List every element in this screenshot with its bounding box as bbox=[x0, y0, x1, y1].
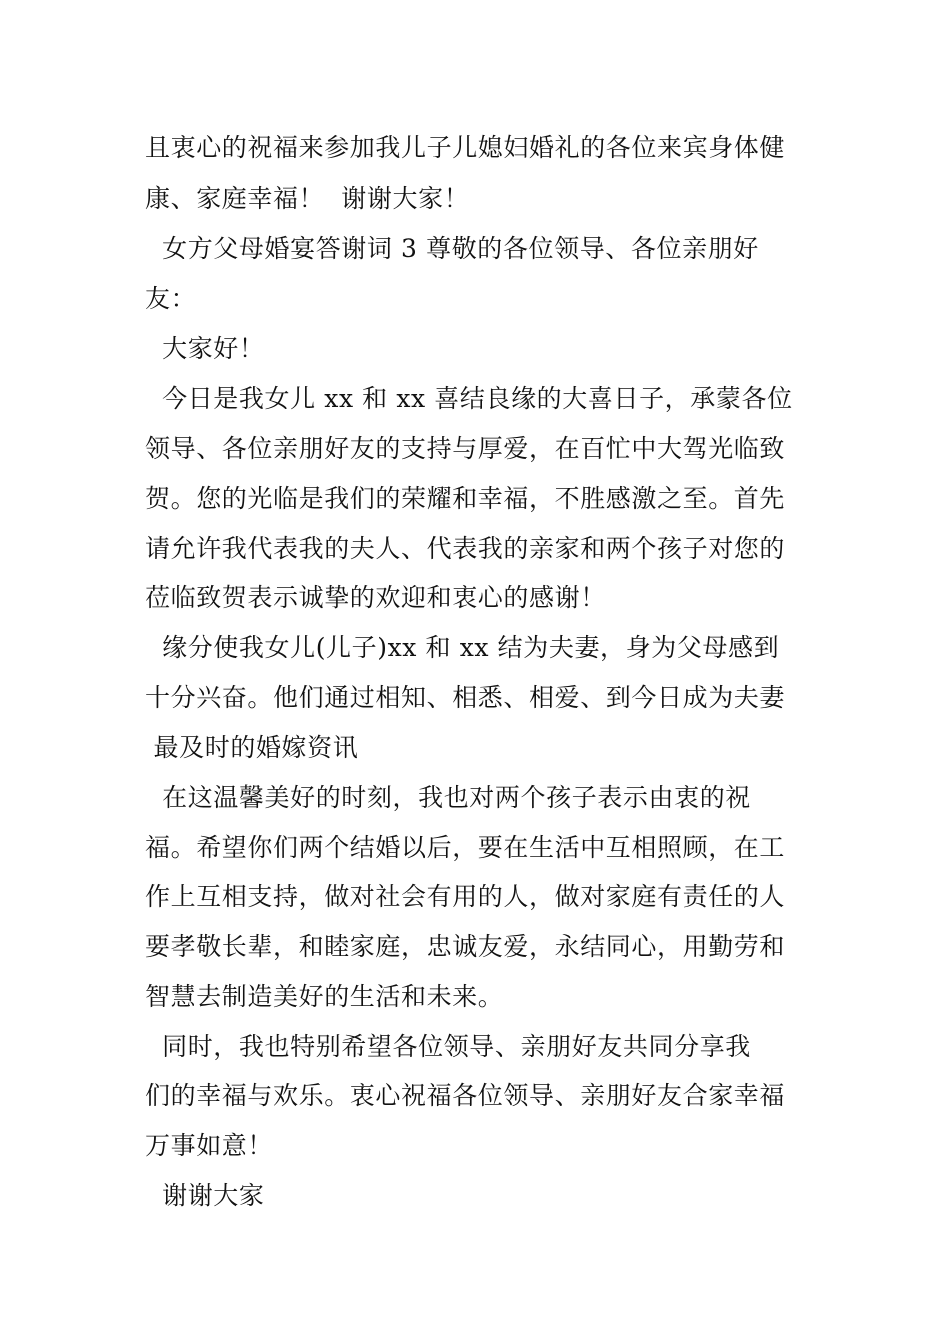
text-line: 缘分使我女儿(儿子)xx 和 xx 结为夫妻，身为父母感到 bbox=[145, 633, 780, 662]
text-line: 智慧去制造美好的生活和未来。 bbox=[145, 982, 504, 1011]
text-line: 且衷心的祝福来参加我儿子儿媳妇婚礼的各位来宾身体健 bbox=[145, 133, 786, 162]
text-line: 康、家庭幸福！ 谢谢大家！ bbox=[145, 184, 470, 213]
text-line: 十分兴奋。他们通过相知、相悉、相爱、到今日成为夫妻 bbox=[145, 683, 786, 712]
text-line: 在这温馨美好的时刻，我也对两个孩子表示由衷的祝 bbox=[145, 783, 751, 812]
text-line: 今日是我女儿 xx 和 xx 喜结良缘的大喜日子，承蒙各位 bbox=[145, 384, 793, 413]
text-line: 同时，我也特别希望各位领导、亲朋好友共同分享我 bbox=[145, 1032, 751, 1061]
text-line: 贺。您的光临是我们的荣耀和幸福，不胜感激之至。首先 bbox=[145, 484, 786, 513]
text-line: 领导、各位亲朋好友的支持与厚爱，在百忙中大驾光临致 bbox=[145, 434, 786, 463]
text-line: 友： bbox=[145, 284, 197, 313]
text-line: 万事如意！ bbox=[145, 1131, 274, 1160]
text-line: 要孝敬长辈，和睦家庭，忠诚友爱，永结同心，用勤劳和 bbox=[145, 932, 786, 961]
text-line: 大家好！ bbox=[145, 334, 265, 363]
text-line: 女方父母婚宴答谢词 3 尊敬的各位领导、各位亲朋好 bbox=[145, 234, 759, 263]
text-line: 莅临致贺表示诚挚的欢迎和衷心的感谢！ bbox=[145, 583, 606, 612]
text-line: 最及时的婚嫁资讯 bbox=[145, 733, 359, 762]
text-line: 们的幸福与欢乐。衷心祝福各位领导、亲朋好友合家幸福 bbox=[145, 1081, 786, 1110]
text-line: 福。希望你们两个结婚以后，要在生活中互相照顾，在工 bbox=[145, 833, 786, 862]
text-line: 作上互相支持，做对社会有用的人，做对家庭有责任的人 bbox=[145, 882, 786, 911]
text-line: 谢谢大家 bbox=[145, 1181, 265, 1210]
text-line: 请允许我代表我的夫人、代表我的亲家和两个孩子对您的 bbox=[145, 534, 786, 563]
